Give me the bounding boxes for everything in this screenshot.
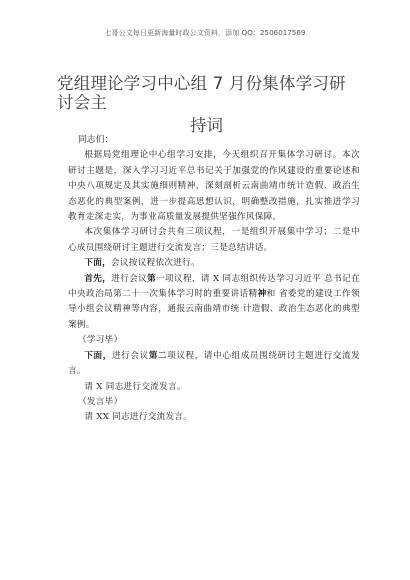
document-title: 党组理论学习中心组 7 月份集体学习研讨会主 xyxy=(57,74,346,112)
note-speech-done: （发言毕） xyxy=(78,396,123,407)
document-body xyxy=(68,133,360,426)
watermark-text: 七哥公文每日更新海量时政公文资料，添加 QQ：2506017569 xyxy=(104,29,306,37)
note-study-done: （学习毕） xyxy=(78,335,123,346)
paragraph-proceed xyxy=(68,256,360,271)
paragraph-speaker-xx: 请 XX 同志进行交流发言。 xyxy=(84,412,193,423)
document-title-continued: 持词 xyxy=(190,116,223,135)
paragraph-text: 一项议程，请 X 同志组织传达学习习近平 总书记在中央政治局第二十一次集体学习时的重要讲话精 xyxy=(68,273,360,300)
paragraph-agenda-two xyxy=(68,349,360,380)
paragraph-text: 进行会议 xyxy=(111,273,148,284)
bold-text: 首先， xyxy=(84,273,112,284)
paragraph-speaker-x: 请 X 同志进行交流发言。 xyxy=(84,381,186,392)
paragraph-text: 进行会议 xyxy=(111,350,149,361)
paragraph-intro: 根据局党组理论中心组学习安排，今天组织召开集体学习研讨。本次研讨主题是，深入学习习近平总书记关于加强党的作风建设的重要论述和中央八项规定及其实施细则精神，深刻剖析云南曲靖市统计造假、政治生态恶化的典型案例，进一步提高思想认识，明确整改措施，扎实推进学习教育走深走实，为事业高质量发展提供坚强作风保障。 xyxy=(68,150,360,223)
paragraph-agenda-one xyxy=(68,272,360,334)
bold-text: 神 xyxy=(257,289,267,300)
paragraph-text: 和 省委党的建设工作领导小组会议精神等内容，通报云南曲靖市统 计造假、政治生态恶化的典型案例。 xyxy=(68,289,360,330)
paragraph-text: 项议程，请中心组成员围绕研讨主题进行交流发言。 xyxy=(68,350,360,377)
bold-text: 第 xyxy=(147,273,157,284)
bold-text: 下面， xyxy=(84,258,112,269)
bold-text: 下面， xyxy=(84,350,112,361)
paragraph-agenda: 本次集体学习研讨会共有三项议程，一是组织开展集中学习；二是中心成员围绕研讨主题进行交流发言；三是总结讲话。 xyxy=(68,227,360,253)
salutation: 同志们： xyxy=(78,135,114,145)
bold-text: 第二 xyxy=(148,350,168,361)
paragraph-text: 会议按议程依次进行。 xyxy=(111,258,200,269)
